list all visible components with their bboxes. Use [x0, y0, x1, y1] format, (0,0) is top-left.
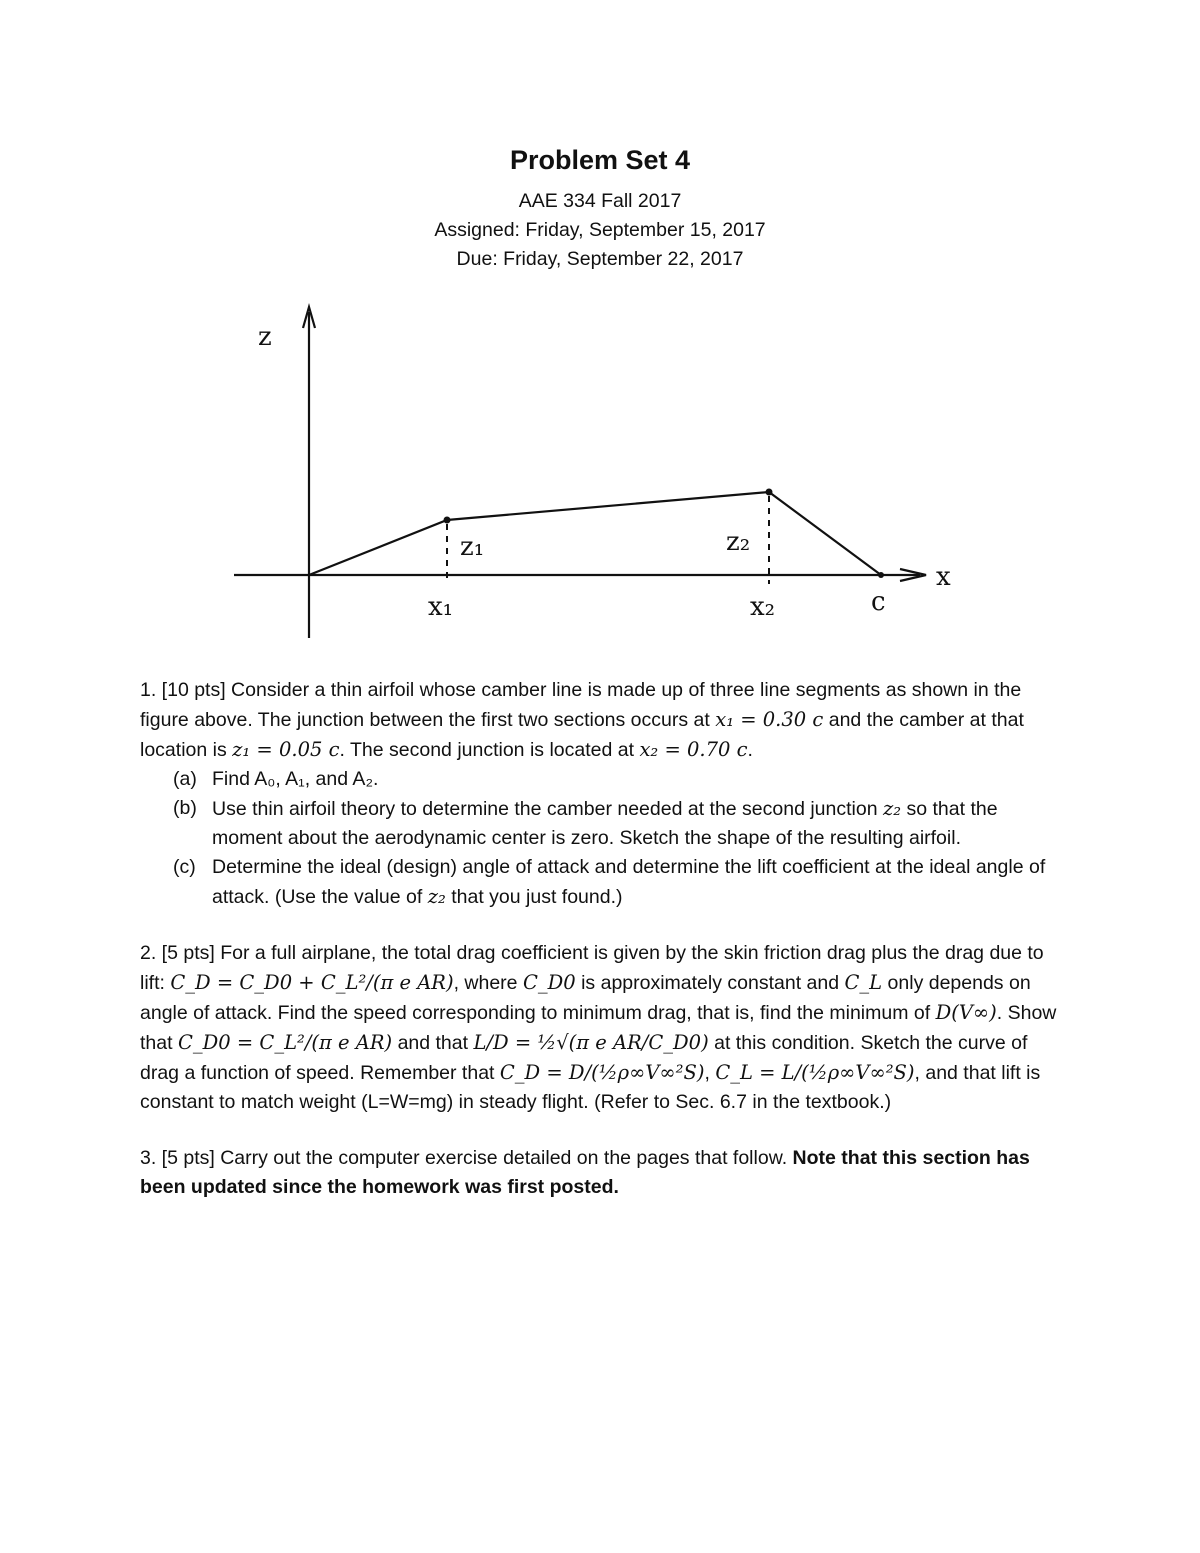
junction-point-1 [444, 517, 451, 524]
problem-1 [140, 676, 1070, 912]
x2-label: x₂ [750, 592, 776, 622]
problem-body [140, 676, 1070, 1229]
min-drag-condition: C_D0 = C_L²/(π e AR) [177, 1031, 393, 1054]
z1-equation: z₁ = 0.05 c [232, 738, 340, 761]
problem-2: 2. [5 pts] For a full airplane, the total drag coefficient is given by the skin friction drag plus the drag due to lift: C_D = C_D0 + C_L²/(π e AR), where C_D0 is approximately constant and C_L only depends on angle of attack. Find the speed corresponding to minimum drag, that is, find the minimum of D(V∞). Show that C_D0 = C_L²/(π e AR) and that L/D = ½√(π e AR/C_D0) at this condition. Sketch the curve of drag a function of speed. Remember that C_D = D/(½ρ∞V∞²S), C_L = L/(½ρ∞V∞²S), and that lift is constant to match weight (L=W=mg) in steady flight. (Refer to Sec. 6.7 in the textbook.) [140, 942, 1057, 1113]
update-note: Note that this section has been updated since the homework was first posted. [140, 1147, 1030, 1198]
chord-c-label: c [871, 587, 886, 617]
x1-equation: x₁ = 0.30 c [715, 708, 824, 731]
course-line: AAE 334 Fall 2017 [518, 190, 682, 212]
lift-coefficient-definition: C_L = L/(½ρ∞V∞²S) [715, 1061, 915, 1084]
x2-equation: x₂ = 0.70 c [639, 738, 748, 761]
problem-1c: (c) Determine the ideal (design) angle of attack and determine the lift coefficient at the ideal angle of attack. (Use the value of z₂ that you just found.) [173, 856, 1046, 908]
page-title: Problem Set 4 [509, 145, 691, 175]
camber-line-figure [220, 300, 980, 645]
problem-3: 3. [5 pts] Carry out the computer exercise detailed on the pages that follow. Note that this section has been updated since the homework was first posted. [140, 1147, 1030, 1198]
drag-coefficient-definition: C_D = D/(½ρ∞V∞²S) [499, 1061, 705, 1084]
problem-1b: (b) Use thin airfoil theory to determine the camber needed at the second junction z₂ so that the moment about the aerodynamic center is zero. Sketch the shape of the resulting airfoil. [173, 797, 998, 849]
max-lift-to-drag: L/D = ½√(π e AR/C_D0) [473, 1031, 709, 1054]
camber-line [309, 492, 881, 575]
z1-label: z₁ [460, 532, 485, 562]
problem-1a: (a) Find A₀, A₁, and A₂. [173, 768, 379, 790]
trailing-edge-point [878, 572, 884, 578]
z2-label: z₂ [726, 527, 751, 557]
assigned-date: Assigned: Friday, September 15, 2017 [434, 219, 766, 241]
z-axis-label: z [258, 322, 272, 352]
header [0, 143, 1200, 274]
x1-label: x₁ [428, 592, 454, 622]
problem-1-statement: 1. [10 pts] Consider a thin airfoil whose camber line is made up of three line segments as shown in the figure above. The junction between the first two sections occurs at x₁ = 0.30 c and the camber at that location is z₁ = 0.05 c. The second junction is located at x₂ = 0.70 c. [140, 679, 1024, 761]
junction-point-2 [766, 489, 773, 496]
x-axis-label: x [936, 562, 951, 592]
drag-polar-equation: C_D = C_D0 + C_L²/(π e AR) [170, 971, 454, 994]
due-date: Due: Friday, September 22, 2017 [456, 248, 744, 270]
